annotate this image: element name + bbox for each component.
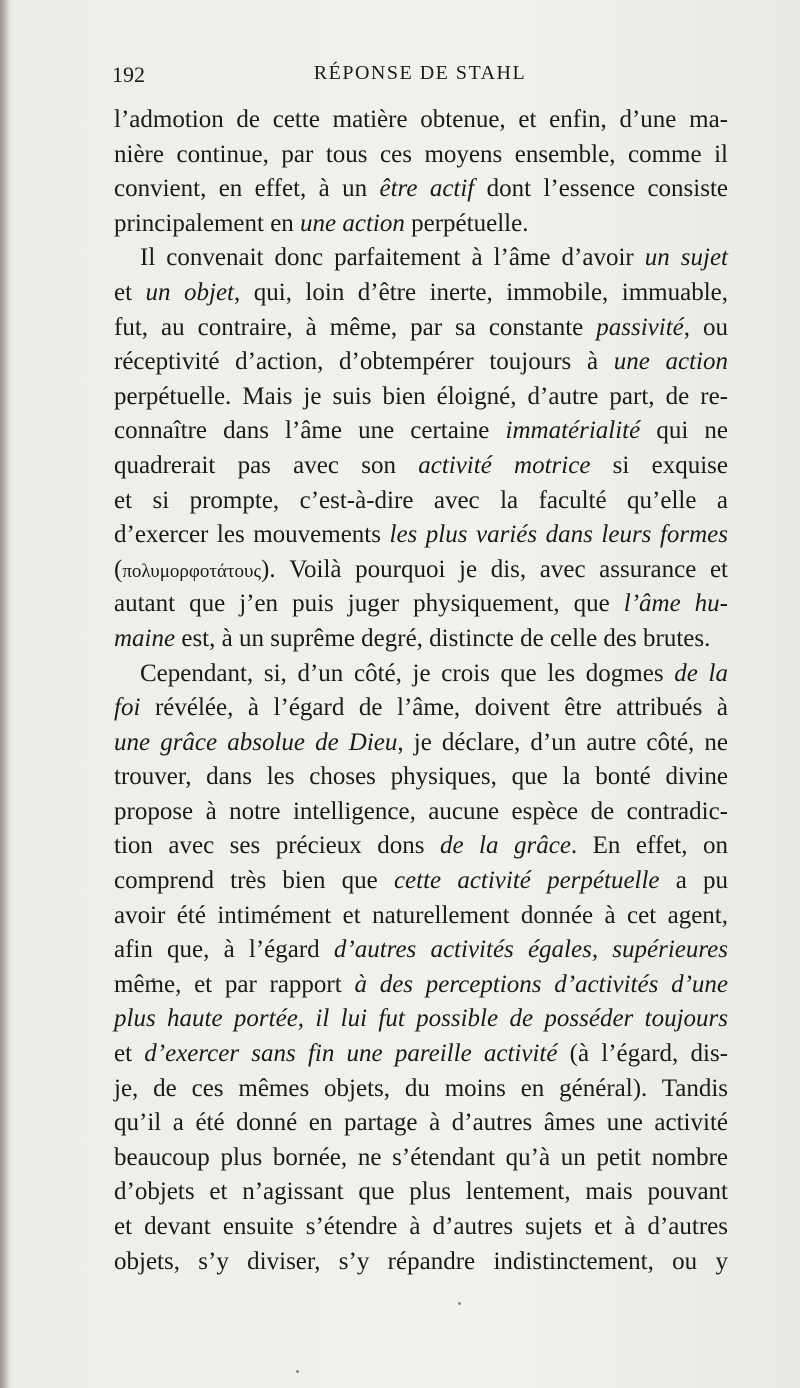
text-run: autant que j’en puis juger physiquement, que: [114, 590, 624, 618]
text-run: avoir été intimément et naturellement donnée à cet agent,: [114, 901, 728, 929]
text-line: [114, 657, 728, 692]
text-run: et: [114, 1040, 145, 1068]
text-line: [114, 380, 728, 415]
text-line: [114, 968, 728, 1003]
text-run: et: [114, 278, 146, 306]
text-run: (: [114, 555, 123, 583]
text-line: [114, 760, 728, 795]
text-line: [114, 795, 728, 830]
text-line: [114, 518, 728, 553]
text-run: connaître dans l’âme une certaine: [114, 417, 506, 445]
page-number: 192: [112, 62, 145, 87]
speck-mark: [458, 1302, 461, 1305]
text-run: perpétuelle. Mais je suis bien éloigné, d’autre part, de re-: [114, 382, 728, 410]
text-run: Cependant, si, d’un côté, je crois que les dogmes: [140, 659, 675, 687]
text-run: . En effet, on: [570, 832, 728, 860]
italic-text: l’âme hu-: [623, 590, 729, 618]
text-run: (à l’égard, dis-: [557, 1040, 728, 1068]
text-line: [114, 691, 728, 726]
italic-text: d’autres activités égales, supérieures: [333, 936, 728, 964]
text-run: je, de ces mêmes objets, du moins en général). Tandis: [114, 1074, 728, 1102]
text-run: propose à notre intelligence, aucune espèce de contradic-: [114, 797, 728, 825]
text-run: réceptivité d’action, d’obtempérer toujours à: [114, 348, 614, 376]
text-run: perpétuelle.: [404, 209, 529, 237]
text-run: même, et par rapport: [114, 970, 355, 998]
italic-text: foi: [114, 694, 141, 722]
italic-text: un objet: [145, 278, 235, 306]
italic-text: cette activité perpétuelle: [393, 867, 660, 895]
text-line: [114, 138, 728, 173]
text-line: [114, 414, 728, 449]
text-line: [114, 1141, 728, 1176]
italic-text: une grâce absolue de Dieu: [114, 728, 398, 756]
text-line: [114, 1037, 728, 1072]
body-text: [114, 103, 728, 1279]
text-line: [114, 484, 728, 519]
italic-text: passivité: [596, 313, 684, 341]
text-run: objets, s’y diviser, s’y répandre indistinctement, ou y: [114, 1247, 728, 1275]
text-run: ). Voilà pourquoi je dis, avec assurance et: [261, 555, 728, 583]
italic-text: plus haute portée, il lui fut possible de posséder toujours: [114, 1005, 728, 1033]
text-run: trouver, dans les choses physiques, que la bonté divine: [114, 763, 728, 791]
text-run: et devant ensuite s’étendre à d’autres sujets et à d’autres: [114, 1213, 728, 1240]
text-line: [114, 345, 728, 380]
italic-text: maine: [114, 624, 176, 652]
text-line: [114, 241, 728, 276]
text-line: [114, 1072, 728, 1107]
text-run: nière continue, par tous ces moyens ensemble, comme il: [114, 140, 728, 168]
italic-text: une action: [300, 209, 405, 237]
text-run: qui ne: [640, 417, 729, 445]
text-run: dont l’essence consiste: [474, 175, 728, 203]
text-run: beaucoup plus bornée, ne s’étendant qu’à un petit nombre: [114, 1143, 728, 1171]
italic-text: les plus variés dans leurs formes: [389, 521, 729, 549]
text-line: [114, 553, 728, 588]
text-run: convient, en effet, à un: [114, 175, 380, 203]
text-run: qu’il a été donné en partage à d’autres âmes une activité: [114, 1109, 728, 1137]
text-run: tion avec ses précieux dons: [114, 832, 440, 860]
text-line: [114, 276, 728, 311]
page-header: [112, 62, 728, 92]
text-line: [114, 622, 728, 657]
text-line: [114, 172, 728, 207]
italic-text: une action: [613, 348, 728, 376]
text-run: principalement en: [114, 209, 301, 237]
text-line: [114, 103, 728, 138]
text-line: [114, 311, 728, 346]
text-line: [114, 1106, 728, 1141]
text-run: si exquise: [590, 451, 728, 479]
text-line: [114, 864, 728, 899]
text-line: [114, 829, 728, 864]
text-run: Il convenait donc parfaitement à l’âme d’avoir: [140, 244, 645, 272]
text-line: [114, 449, 728, 484]
italic-text: d’exercer sans fin une pareille activité: [144, 1040, 558, 1068]
text-line: [114, 1175, 728, 1210]
text-run: d’objets et n’agissant que plus lentement, mais pouvant: [114, 1178, 728, 1206]
italic-text: de la: [674, 659, 728, 687]
text-run: , je déclare, d’un autre côté, ne: [397, 728, 728, 756]
italic-text: être actif: [379, 175, 475, 203]
text-run: , ou: [683, 313, 728, 341]
greek-word: πολυμορφοτάτους: [122, 560, 261, 582]
running-title: RÉPONSE DE STAHL: [313, 62, 527, 84]
italic-text: immatérialité: [505, 417, 641, 445]
italic-text: un sujet: [644, 244, 728, 272]
text-line: [114, 899, 728, 934]
text-run: a pu: [659, 867, 728, 895]
text-run: afin que, à l’égard: [114, 936, 334, 964]
text-line: [114, 587, 728, 622]
text-line: [114, 1210, 728, 1245]
text-run: est, à un suprême degré, distincte de celle des brutes.: [175, 624, 711, 652]
italic-text: à des perceptions d’activités d’une: [354, 970, 728, 998]
text-run: et si prompte, c’est-à-dire avec la faculté qu’elle a: [114, 486, 728, 514]
text-line: [114, 1002, 728, 1037]
text-line: [114, 933, 728, 968]
text-run: fut, au contraire, à même, par sa constante: [114, 313, 597, 341]
italic-text: de la grâce: [439, 832, 571, 860]
text-run: , qui, loin d’être inerte, immobile, immuable,: [234, 278, 728, 306]
text-run: l’admotion de cette matière obtenue, et enfin, d’une ma-: [114, 106, 728, 133]
page-gutter-shadow: [0, 0, 10, 1388]
italic-text: activité motrice: [418, 451, 591, 479]
text-line: [114, 207, 728, 242]
text-run: quadrerait pas avec son: [114, 451, 419, 479]
text-run: comprend très bien que: [114, 867, 394, 895]
text-line: [114, 1245, 728, 1280]
speck-mark: [296, 1370, 299, 1373]
text-run: d’exercer les mouvements: [114, 521, 390, 549]
text-run: révélée, à l’égard de l’âme, doivent être attribués à: [140, 694, 728, 722]
text-line: [114, 726, 728, 761]
